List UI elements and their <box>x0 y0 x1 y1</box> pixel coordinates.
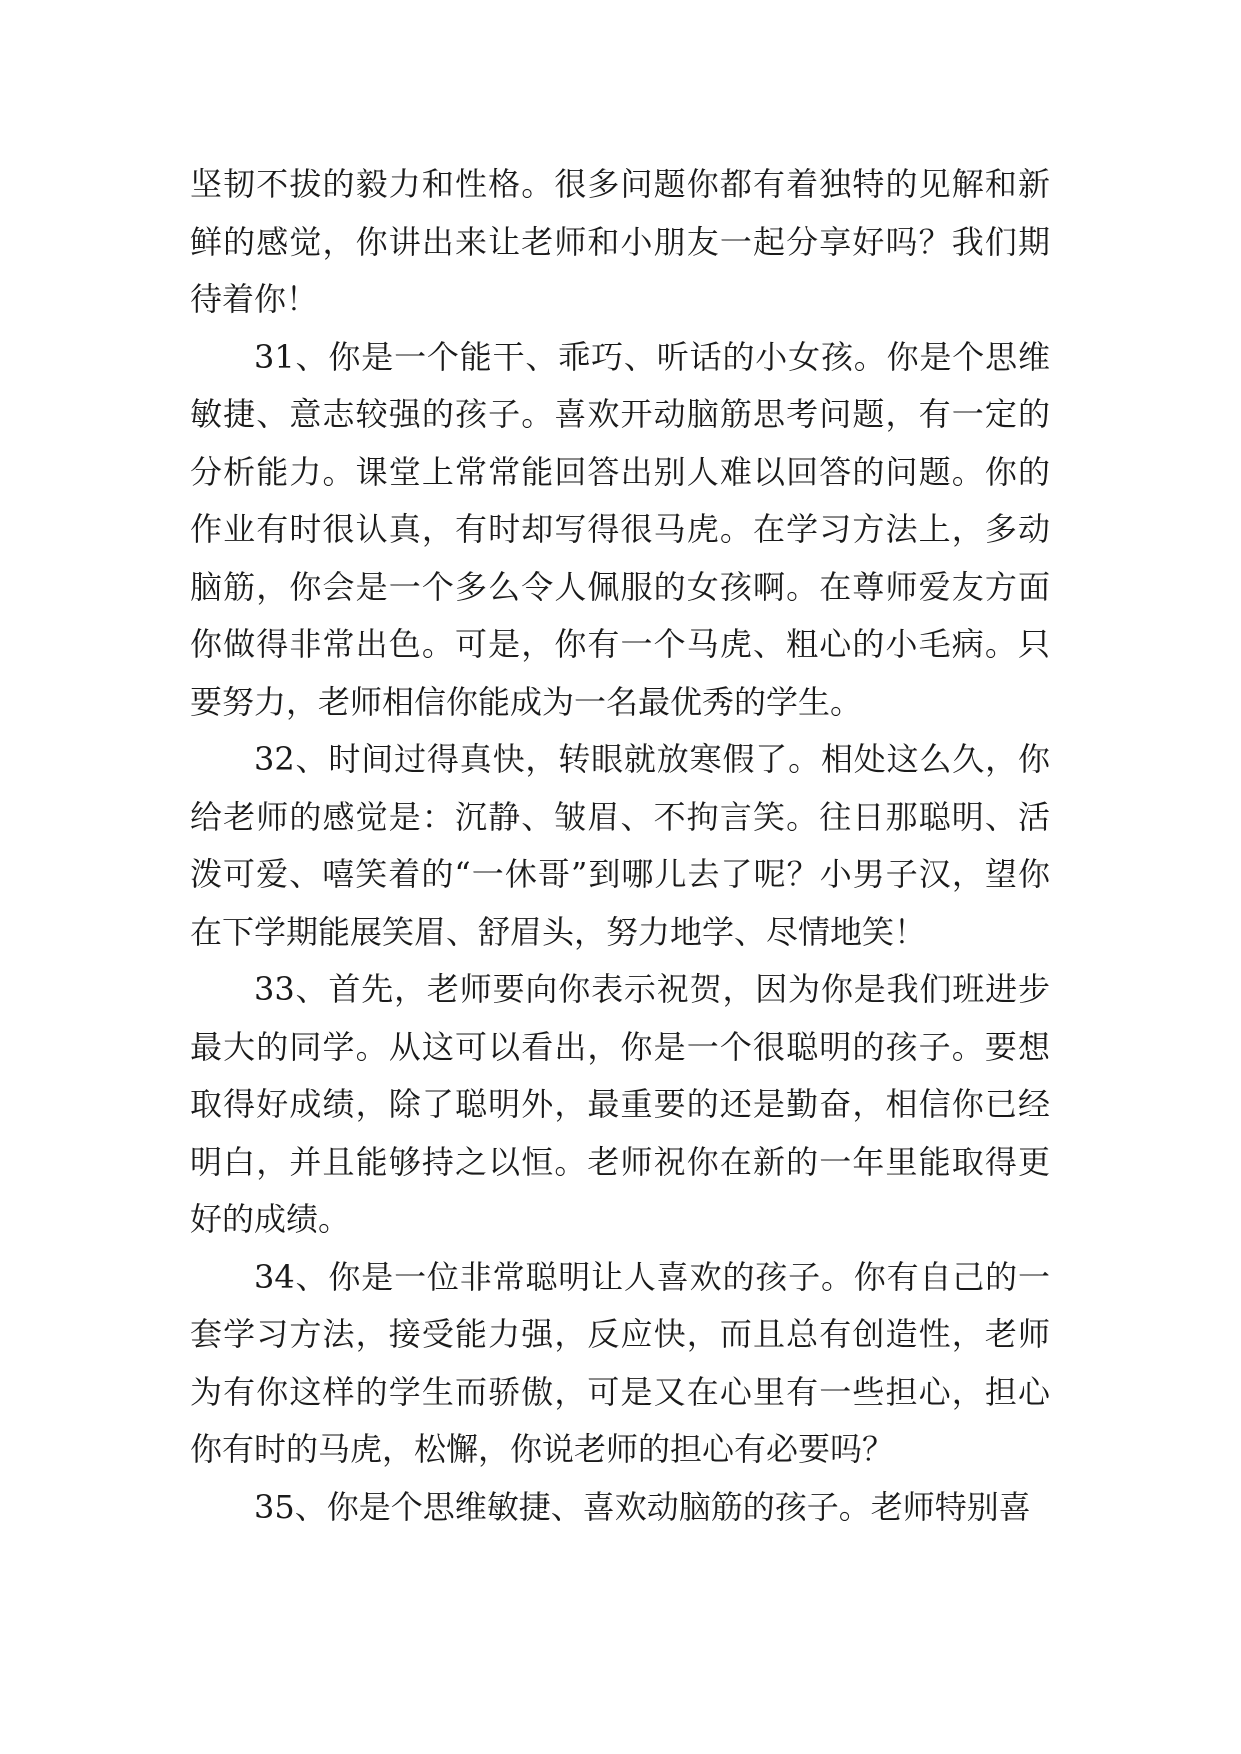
paragraph-35: 35、你是个思维敏捷、喜欢动脑筋的孩子。老师特别喜 <box>254 1487 1031 1526</box>
paragraph-34: 34、你是一位非常聪明让人喜欢的孩子。你有自己的一套学习方法，接受能力强，反应快，而且总有创造性，老师为有你这样的学生而骄傲，可是又在心里有一些担心，担心你有时的马虎，松懈，你说老师的担心有必要吗？ <box>190 1257 1050 1468</box>
document-page <box>190 156 1050 1536</box>
paragraph-33: 33、首先，老师要向你表示祝贺，因为你是我们班进步最大的同学。从这可以看出，你是一个很聪明的孩子。要想取得好成绩，除了聪明外，最重要的还是勤奋，相信你已经明白，并且能够持之以恒。老师祝你在新的一年里能取得更好的成绩。 <box>190 970 1050 1238</box>
paragraph-continuation: 坚韧不拔的毅力和性格。很多问题你都有着独特的见解和新鲜的感觉，你讲出来让老师和小朋友一起分享好吗？我们期待着你！ <box>190 165 1050 318</box>
paragraph-31: 31、你是一个能干、乖巧、听话的小女孩。你是个思维敏捷、意志较强的孩子。喜欢开动脑筋思考问题，有一定的分析能力。课堂上常常能回答出别人难以回答的问题。你的作业有时很认真，有时却写得很马虎。在学习方法上，多动脑筋，你会是一个多么令人佩服的女孩啊。在尊师爱友方面你做得非常出色。可是，你有一个马虎、粗心的小毛病。只要努力，老师相信你能成为一名最优秀的学生。 <box>190 337 1050 721</box>
paragraph-32: 32、时间过得真快，转眼就放寒假了。相处这么久，你给老师的感觉是：沉静、皱眉、不拘言笑。往日那聪明、活泼可爱、嘻笑着的“一休哥”到哪儿去了呢？小男子汉，望你在下学期能展笑眉、舒眉头，努力地学、尽情地笑！ <box>190 740 1050 951</box>
